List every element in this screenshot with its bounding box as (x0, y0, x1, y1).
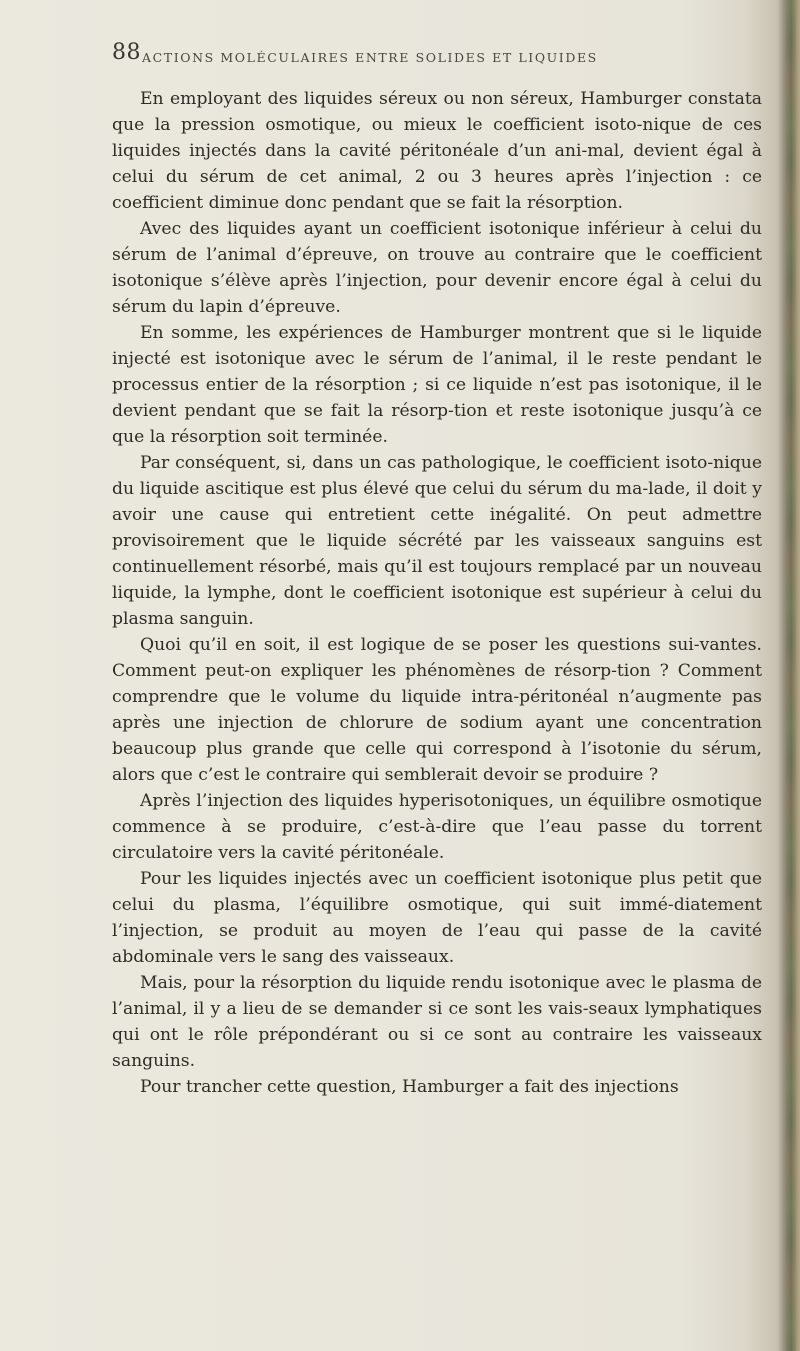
paragraph-7: Pour les liquides injectés avec un coefficient isotonique plus petit que celui du plasma, l’équilibre osmotique, qui suit immé-diatement l’injection, se produit au moyen de l’eau qui passe de la cavité abdominale vers le sang des vaisseaux. (112, 869, 762, 967)
body-text (112, 86, 762, 1100)
paragraph-4: Par conséquent, si, dans un cas pathologique, le coefficient isoto-nique du liquide ascitique est plus élevé que celui du sérum du ma-lade, il doit y avoir une cause qui entretient cette inégalité. On peut admettre provisoirement que le liquide sécrété par les vaisseaux sanguins est continuellement résorbé, mais qu’il est toujours remplacé par un nouveau liquide, la lymphe, dont le coefficient isotonique est supérieur à celui du plasma sanguin. (112, 453, 762, 629)
paragraph-8: Mais, pour la résorption du liquide rendu isotonique avec le plasma de l’animal, il y a lieu de se demander si ce sont les vais-seaux lymphatiques qui ont le rôle prépondérant ou si ce sont au contraire les vaisseaux sanguins. (112, 973, 762, 1071)
page-header (112, 40, 752, 70)
paragraph-2: Avec des liquides ayant un coefficient isotonique inférieur à celui du sérum de l’animal d’épreuve, on trouve au contraire que le coefficient isotonique s’élève après l’injection, pour devenir encore égal à celui du sérum du lapin d’épreuve. (112, 219, 762, 317)
running-head: ACTIONS MOLÉCULAIRES ENTRE SOLIDES ET LIQUIDES (142, 50, 598, 65)
paragraph-1: En employant des liquides séreux ou non séreux, Hamburger constata que la pression osmotique, ou mieux le coefficient isoto-nique de ces liquides injectés dans la cavité péritonéale d’un ani-mal, devient égal à celui du sérum de cet animal, 2 ou 3 heures après l’injection : ce coefficient diminue donc pendant que se fait la résorption. (112, 89, 762, 213)
paragraph-3: En somme, les expériences de Hamburger montrent que si le liquide injecté est isotonique avec le sérum de l’animal, il le reste pendant le processus entier de la résorption ; si ce liquide n’est pas isotonique, il le devient pendant que se fait la résorp-tion et reste isotonique jusqu’à ce que la résorption soit terminée. (112, 323, 762, 447)
paragraph-5: Quoi qu’il en soit, il est logique de se poser les questions sui-vantes. Comment peut-on expliquer les phénomènes de résorp-tion ? Comment comprendre que le volume du liquide intra-péritonéal n’augmente pas après une injection de chlorure de sodium ayant une concentration beaucoup plus grande que celle qui correspond à l’isotonie du sérum, alors que c’est le contraire qui semblerait devoir se produire ? (112, 635, 762, 785)
page-number: 88 (112, 40, 141, 65)
paragraph-9: Pour trancher cette question, Hamburger a fait des injections (140, 1077, 679, 1097)
page-edge-stain (786, 0, 796, 1351)
paragraph-6: Après l’injection des liquides hyperisotoniques, un équilibre osmotique commence à se produire, c’est-à-dire que l’eau passe du torrent circulatoire vers la cavité péritonéale. (112, 791, 762, 863)
